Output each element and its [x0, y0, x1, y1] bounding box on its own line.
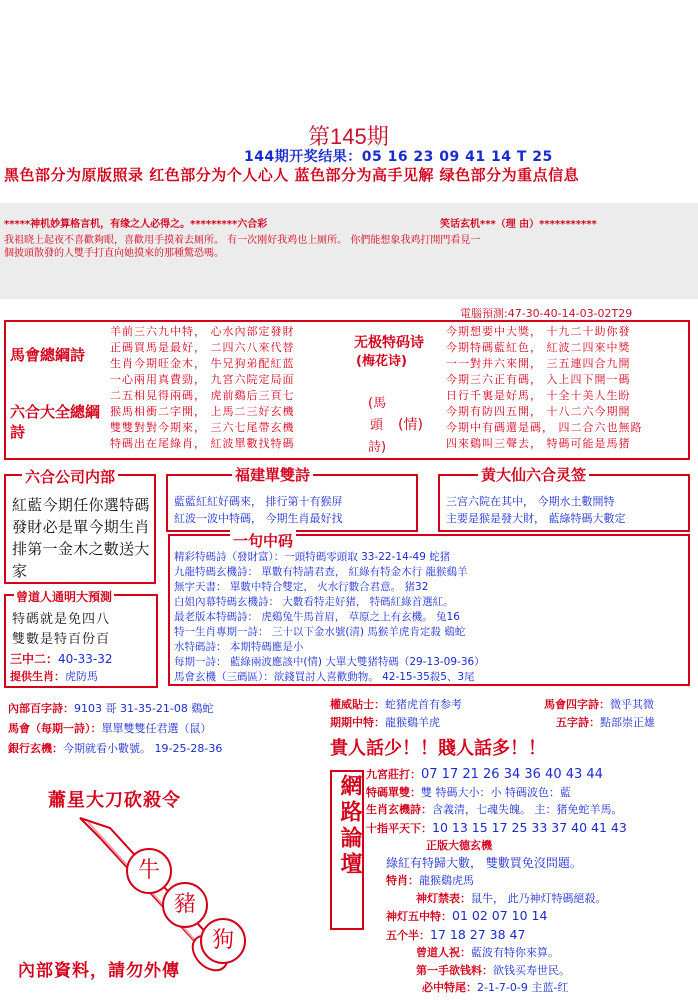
forum-line: 第一手欲钱料：欲钱买寿世民。	[416, 963, 570, 977]
poem-left-line: 一心兩用真費勁， 九宮六院定局面	[110, 373, 295, 386]
yijuzhongma-lines	[174, 550, 688, 685]
sanzhong-value: 40-33-32	[58, 652, 113, 666]
sanzhong-label: 三中二：	[10, 652, 59, 666]
forum-line: 神灯五中特：01 02 07 10 14	[386, 908, 548, 923]
center-sub-1: (馬	[368, 396, 387, 411]
wuzi-row	[556, 714, 655, 730]
zengdaoren-line-2: 雙數是特百份百	[12, 632, 111, 647]
poem-left-line: 生肖今期旺金木， 牛兄狗弟配紅蓝	[110, 357, 295, 370]
forum-line: 正版大德玄機	[426, 839, 492, 852]
poem-left-line: 特碼出在尾綠肖， 紅波單數找特碼	[110, 437, 295, 450]
poem-right-line: 今期有防四五開， 十八二六今期開	[446, 405, 631, 418]
wongtaisin-line-1: 三宫六院在其中， 今期水土數開特	[446, 495, 615, 508]
quanwei-row	[330, 696, 462, 712]
yiju-line: 每期一詩： 藍綠兩波應該中(情) 大單大雙猪特碼（29-13-09-36）	[174, 656, 485, 668]
poem-left	[110, 324, 356, 452]
poem-right-line: 今期想要中大獎， 十九二十助你發	[446, 325, 631, 338]
forum-lines	[366, 766, 692, 997]
neibu-row	[8, 700, 213, 716]
yiju-line: 最老版本特碼詩： 虎鷄兔牛馬首眉， 草原之上有玄機。 兔16	[174, 611, 460, 623]
forum-line: 五个半：17 18 27 38 47	[386, 926, 526, 942]
yiju-line: 特一生肖專期一詩： 三十以下金水號(清) 馬猴羊虎肯定殺 鷄蛇	[174, 626, 466, 638]
qiqi-label: 期期中特：	[330, 716, 385, 729]
wuzi-value: 點部崇正雄	[600, 716, 655, 729]
sword-zodiac-3: 狗	[200, 918, 246, 964]
forum-line: 生肖玄機詩：含義清，七魂失魄。 主：猪免蛇羊馬。	[366, 803, 623, 816]
poem-right-line: 今期三六正有碼， 入上四下開一碼	[446, 373, 631, 386]
sizi-value: 微乎其微	[610, 698, 654, 711]
neibu-value: 9103 哥 31-35-21-08 鷄蛇	[74, 702, 214, 715]
wuji-title: 无极特码诗	[354, 335, 424, 351]
intro-right-title: 笑话玄机***（理 由）***********	[440, 219, 597, 230]
liuhe-label: 六合大全總綱詩	[10, 403, 101, 441]
forum-line: 神灯禁表：鼠牛， 此乃神灯特碼絕殺。	[416, 891, 607, 905]
forum-line: 九宮莊打：07 17 21 26 34 36 40 43 44	[366, 767, 603, 782]
intro-text-2: 個披頭散發的人雙手打直向她摸來的那種驚恐嗎。	[4, 248, 224, 259]
color-legend-banner: 黑色部分为原版照录 红色部分为个人心人 蓝色部分为高手见解 绿色部分为重点信息	[4, 166, 580, 184]
forum-vertical-title: 網路論壇	[337, 774, 362, 878]
sizi-row	[544, 696, 654, 712]
qiqi-row	[330, 714, 440, 730]
yinhang-value: 今期就看小數號。 19-25-28-36	[63, 742, 223, 755]
yiju-line: 精彩特碼詩（發財富）：一頭特碼零頭取 33-22-14-49 蛇猪	[174, 551, 451, 563]
center-sub-2: 頭	[370, 418, 384, 433]
yiju-line: 無字天書： 單數中特合雙定， 火水行數合君意。 猪32	[174, 581, 429, 593]
internal-notice: 內部資料，請勿外傳	[18, 961, 180, 981]
poem-right	[446, 324, 690, 452]
poem-left-line: 羊前三六九中特， 心水內部定發財	[110, 325, 295, 338]
mahui-label: 馬會總綱詩	[10, 346, 86, 364]
mahui-row	[8, 720, 212, 736]
poem-left-line: 正碼買馬是最好， 二四六八來代替	[110, 341, 295, 354]
poem-right-line: 今期中有碼還是碼， 四二合六也無路	[446, 421, 643, 434]
forum-line: 特肖：龍猴鷄虎馬	[386, 874, 474, 887]
poem-right-line: 四來鷄叫三聲去， 特碼可能是馬猪	[446, 437, 631, 450]
yijuzhongma-title: 一句中码	[230, 530, 296, 551]
company-title: 六合公司内部	[22, 466, 118, 487]
neibu-label: 內部百字詩：	[8, 702, 74, 715]
meihua-title: (梅花诗)	[356, 354, 407, 369]
computer-prediction: 電腦預測:47-30-40-14-03-02T29	[460, 307, 633, 320]
wuzi-label: 五字詩：	[556, 716, 600, 729]
fujian-title: 福建單雙詩	[232, 464, 313, 485]
forum-line: 綠紅有特歸大數， 雙數買免沒問題。	[386, 855, 582, 870]
center-sub-3: 詩)	[368, 440, 387, 455]
poem-left-line: 二五相見得兩碼， 虎前鷄后三頁七	[110, 389, 295, 402]
sword-zodiac-1: 牛	[126, 848, 172, 894]
sanzhong-row	[10, 650, 112, 667]
sword-title: 蕭星大刀砍殺令	[48, 790, 181, 811]
sword-zodiac-2: 豬	[162, 882, 208, 928]
quanwei-label: 權威貼士：	[330, 698, 385, 711]
mahui-poem-label: 馬會（每期一詩）：	[8, 722, 102, 735]
wongtaisin-line-2: 主要是猴是發大財， 藍綠特碼大數定	[446, 512, 626, 525]
forum-line: 曾道人祝：藍波有特你來算。	[416, 946, 559, 959]
last-result: 144期开奖结果：05 16 23 09 41 14 T 25	[244, 149, 553, 165]
yiju-line: 九龍特碼玄機詩： 單數有特請君查， 紅綠有特金木行 龍猴鷄羊	[174, 566, 468, 578]
center-sub-4: (情)	[398, 417, 423, 433]
tipster-label: 提供生肖：	[10, 670, 65, 683]
company-text: 紅藍今期任你選特碼發財必是單今期生肖排第一金木之數送大家	[12, 496, 150, 580]
intro-left-title: *****神机妙算格言机，有缘之人必得之。*********六合彩	[4, 219, 268, 230]
poem-right-line: 今期特碼藍紅色， 紅波二四來中獎	[446, 341, 631, 354]
fujian-line-2: 紅波一波中特碼， 今期生肖最好找	[174, 512, 343, 525]
fujian-line-1: 藍藍紅紅好碼來， 排行第十有猴屏	[174, 495, 343, 508]
poem-right-line: 日行千裏是好馬， 十全十美人生盼	[446, 389, 631, 402]
forum-line: 必中特尾：2-1-7-0-9 主蓝-红	[422, 981, 569, 994]
poem-left-line: 雙雙對對今期來， 三六七尾帶玄機	[110, 421, 295, 434]
poem-right-line: 一一對并六來開， 三五連四合九開	[446, 357, 631, 370]
yiju-line: 水特碼詩： 本期特碼應是小	[174, 641, 304, 653]
zengdaoren-title: 曾道人通明大預測	[16, 590, 113, 604]
tipster-value: 虎防馬	[65, 670, 98, 683]
wongtaisin-title: 黄大仙六合灵签	[478, 464, 589, 485]
yiju-line: 白姐內幕特碼玄機詩： 大數看特走好猪， 特碼紅綠首選紅。	[174, 596, 454, 608]
zengdaoren-line-1: 特碼就是免四八	[12, 612, 111, 627]
slogan: 貴人話少！！賤人話多！！	[330, 738, 546, 759]
poem-left-line: 猴馬相衝二字開， 上馬二三好玄機	[110, 405, 295, 418]
issue-number: 第145期	[308, 124, 389, 149]
intro-text-1: 我祖晓上起夜不喜歡夠眼，喜歡用手摸着去厕所。 有一次刚好我鸡也上厕所。 你們能想象我鸡打開門看見一	[4, 235, 481, 246]
yinhang-row	[8, 740, 222, 756]
qiqi-value: 龍猴鷄羊虎	[385, 716, 440, 729]
yinhang-label: 銀行玄機：	[8, 742, 63, 755]
quanwei-value: 蛇猪虎首有参考	[385, 698, 462, 711]
mahui-poem-value: 單單雙雙任君選（鼠）	[101, 722, 212, 735]
forum-line: 十指平天下：10 13 15 17 25 33 37 40 41 43	[366, 819, 627, 835]
sizi-label: 馬會四字詩：	[544, 698, 610, 711]
yiju-line: 馬會玄機（三碼區）：欲錢買討人喜歡動物。 42-15-35殺5、3尾	[174, 671, 475, 683]
forum-line: 特碼單雙：雙 特碼大小：小 特碼波色：藍	[366, 785, 571, 799]
tipster-row	[10, 668, 98, 684]
